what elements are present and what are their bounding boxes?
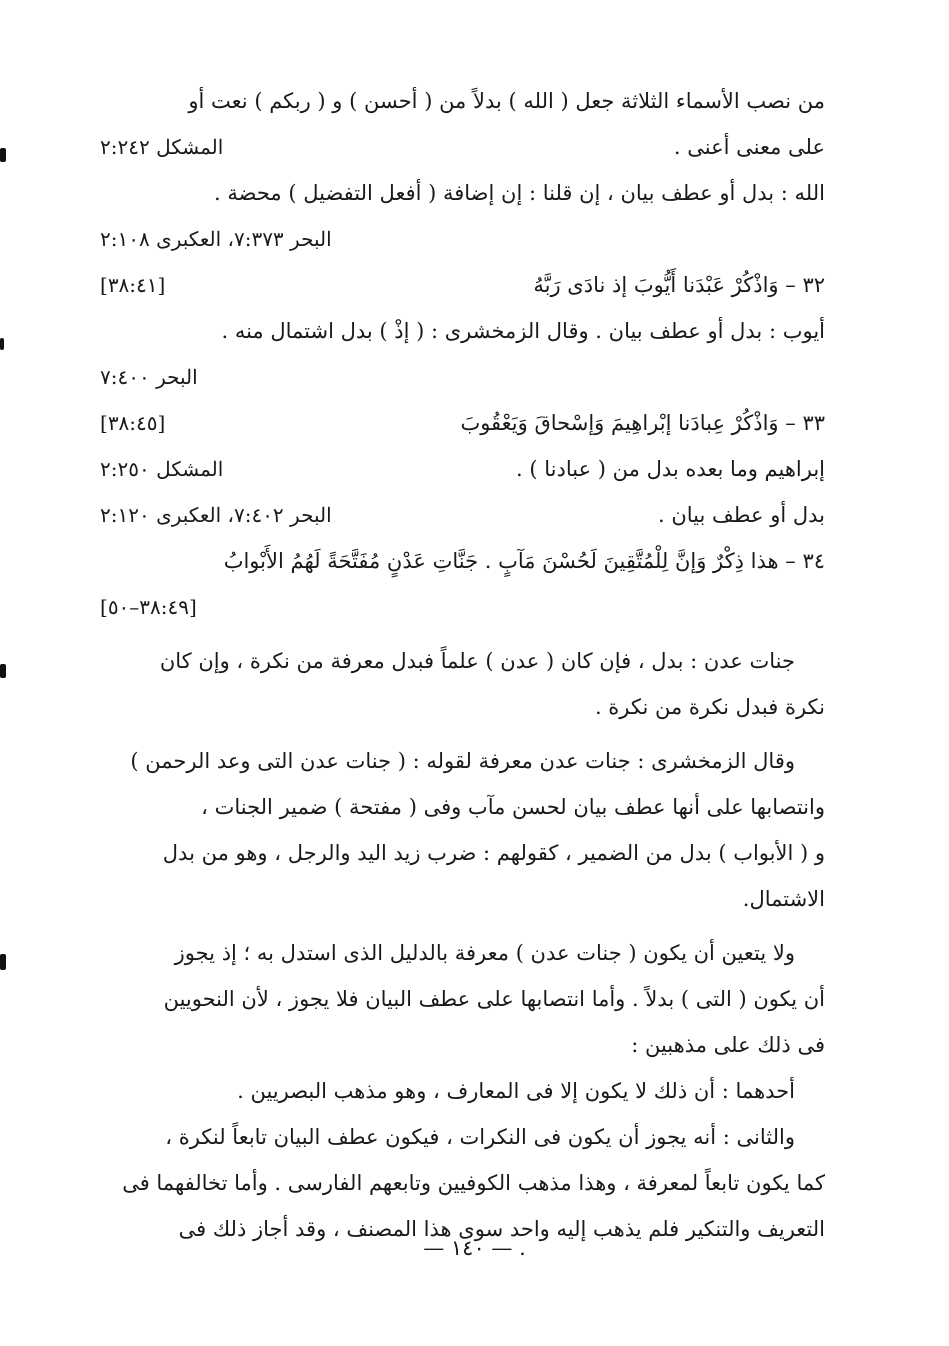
line-text: من نصب الأسماء الثلاثة جعل ( الله ) بدلاً من ( أحسن ) و ( ربكم ) نعت أو: [188, 89, 825, 113]
paragraph-text: ولا يتعين أن يكون ( جنات عدن ) معرفة بالدليل الذى استدل به ؛ إذ يجوز: [174, 941, 795, 965]
paragraph-text: نكرة فبدل نكرة من نكرة .: [594, 695, 825, 719]
verse-line: [100, 538, 825, 584]
verse-text: ٣٣ – وَاذْكُرْ عِبادَنا إبْراهِيمَ وَإسْحاقَ وَيَعْقُوبَ: [460, 411, 825, 435]
paragraph-line: [100, 1068, 825, 1114]
page-number: . — ١٤٠ —: [423, 1236, 526, 1260]
text-line: [100, 584, 825, 630]
paragraph-text: فى ذلك على مذهبين :: [631, 1033, 825, 1057]
paragraph-text: و ( الأبواب ) بدل من الضمير ، كقولهم : ضرب زيد اليد والرجل ، وهو من بدل: [162, 841, 825, 865]
scan-mark: [0, 664, 6, 678]
line-text: الله : بدل أو عطف بيان ، إن قلنا : إن إضافة ( أفعل التفضيل ) محضة .: [214, 181, 825, 205]
paragraph-line: [100, 976, 825, 1022]
verse-reference: [٣٨:٤١]: [100, 273, 166, 297]
line-reference: البحر ٧:٤٠٠: [100, 365, 198, 389]
text-line: [100, 170, 825, 216]
paragraph-text: كما يكون تابعاً لمعرفة ، وهذا مذهب الكوفيين وتابعهم الفارسى . وأما تخالفهما فى: [122, 1171, 825, 1195]
text-line: [100, 78, 825, 124]
paragraph-line: [100, 830, 825, 876]
verse-text: ٣٢ – وَاذْكُرْ عَبْدَنا أَيُّوبَ إذ نادَى رَبَّهُ: [533, 273, 825, 297]
verse-reference: [٣٨:٤٥]: [100, 411, 166, 435]
paragraph-line: [100, 1160, 825, 1206]
paragraph-text: أحدهما : أن ذلك لا يكون إلا فى المعارف ، وهو مذهب البصريين .: [237, 1079, 795, 1103]
line-reference: المشكل ٢:٢٥٠: [100, 457, 224, 481]
page-body: [100, 78, 825, 1252]
paragraph-text: وقال الزمخشرى : جنات عدن معرفة لقوله : ( جنات عدن التى وعد الرحمن ): [130, 749, 795, 773]
paragraph-line: [100, 876, 825, 922]
paragraph-line: [100, 930, 825, 976]
paragraph-text: الاشتمال.: [742, 887, 825, 911]
line-text: أيوب : بدل أو عطف بيان . وقال الزمخشرى : ( إذْ ) بدل اشتمال منه .: [221, 319, 825, 343]
text-line: [100, 124, 825, 170]
line-text: إبراهيم وما بعده بدل من ( عبادنا ) .: [516, 457, 825, 481]
text-line: [100, 308, 825, 354]
paragraph-line: [100, 684, 825, 730]
paragraph-text: أن يكون ( التى ) بدلاً . وأما انتصابها على عطف البيان فلا يجوز ، لأن النحويين: [163, 987, 825, 1011]
scan-mark: [0, 338, 4, 350]
paragraph-line: [100, 1022, 825, 1068]
paragraph-line: [100, 784, 825, 830]
scan-mark: [0, 148, 6, 162]
verse-line: [100, 262, 825, 308]
text-line: [100, 354, 825, 400]
line-text: بدل أو عطف بيان .: [658, 503, 825, 527]
paragraph-text: جنات عدن : بدل ، فإن كان ( عدن ) علماً فبدل معرفة من نكرة ، وإن كان: [159, 649, 795, 673]
paragraph-line: [100, 1114, 825, 1160]
paragraph-text: التعريف والتنكير فلم يذهب إليه واحد سوى هذا المصنف ، وقد أجاز ذلك فى: [178, 1217, 825, 1241]
line-reference: المشكل ٢:٢٤٢: [100, 135, 224, 159]
line-reference: البحر ٧:٣٧٣، العكبرى ٢:١٠٨: [100, 227, 332, 251]
paragraph-text: وانتصابها على أنها عطف بيان لحسن مآب وفى ( مفتحة ) ضمير الجنات ،: [201, 795, 825, 819]
scan-mark: [0, 954, 6, 970]
verse-line: [100, 400, 825, 446]
paragraph-text: والثانى : أنه يجوز أن يكون فى النكرات ، فيكون عطف البيان تابعاً لنكرة ،: [165, 1125, 795, 1149]
text-line: [100, 216, 825, 262]
text-line: [100, 446, 825, 492]
paragraph-line: [100, 638, 825, 684]
paragraph-line: [100, 738, 825, 784]
verse-text: ٣٤ – هذا ذِكْرٌ وَإنَّ لِلْمُتَّقِينَ لَحُسْنَ مَآبٍ . جَنَّاتِ عَدْنٍ مُفَتَّحَةً لَهُمُ الأَبْوابُ: [223, 549, 825, 573]
line-text: على معنى أعنى .: [673, 135, 825, 159]
verse-reference: [٣٨:٤٩–٥٠]: [100, 595, 197, 619]
text-line: [100, 492, 825, 538]
line-reference: البحر ٧:٤٠٢، العكبرى ٢:١٢٠: [100, 503, 332, 527]
